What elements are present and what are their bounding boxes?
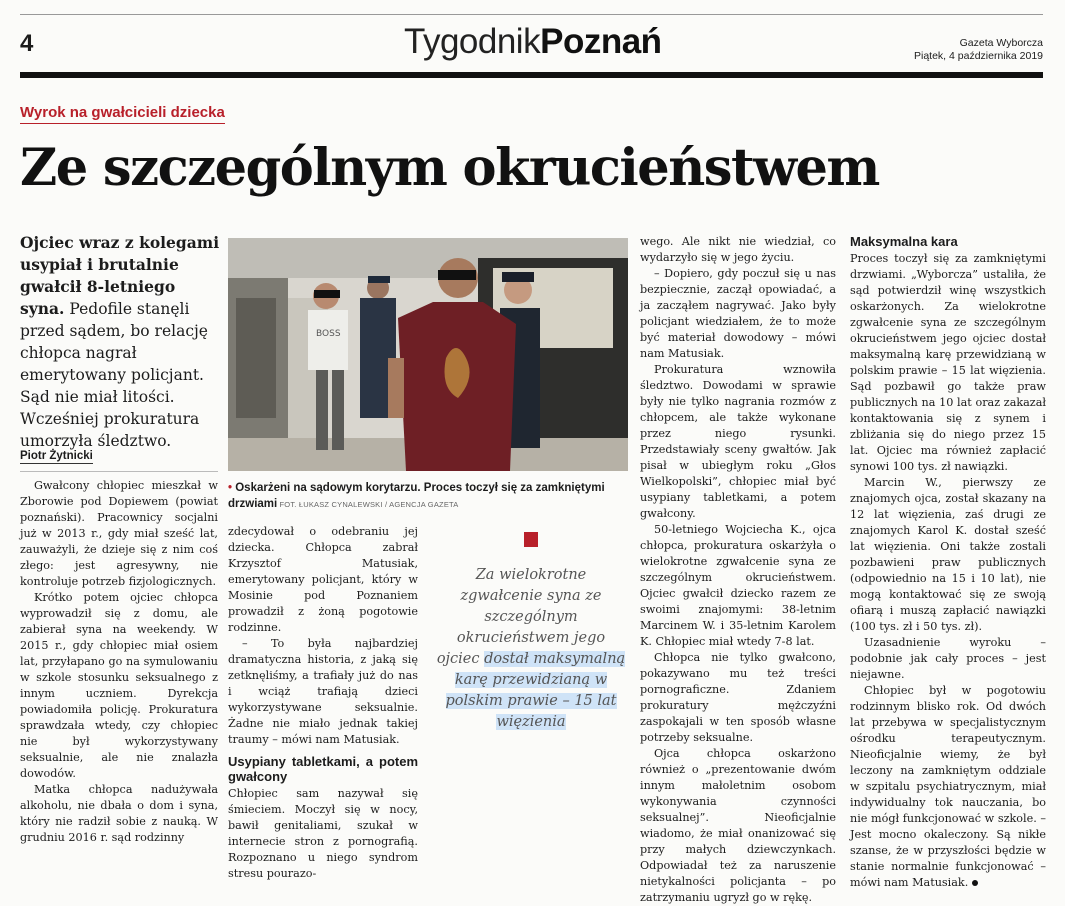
paragraph: Prokuratura wznowiła śledztwo. Dowodami w sprawie były nie tylko nagrania rozmów z chłopcem, ale także wykonane przez niego rysunki. Przedstawiały sceny gwałtów. Jak pisał w ubiegłym roku „Głos Wielkopolski”, chłopiec miał być usypiany tabletkami, a potem gwałcony. — [640, 363, 836, 520]
column-2 — [228, 524, 418, 882]
courtroom-corridor-photo — [228, 238, 628, 471]
paragraph: – Dopiero, gdy poczuł się u nas bezpiecznie, zaczął opowiadać, a ja zacząłem nagrywać. Jako były policjant wiedziałem, że to może być materiał dowodowy – mówi nam Matusiak. — [640, 267, 836, 360]
column-4 — [850, 234, 1046, 891]
article-photo — [228, 238, 628, 471]
paragraph: Gwałcony chłopiec mieszkał w Zborowie pod Dopiewem (powiat poznański). Pracownicy socjalni już w 2013 r., gdy miał sześć lat, zauważyli, że dzieje się z nim coś złego: jest agresywny, nie kontroluje potrzeb fizjologicznych. — [20, 479, 218, 588]
publication-name: Gazeta Wyborcza — [959, 37, 1043, 49]
final-paragraph-text: Chłopiec był w pogotowiu rodzinnym blisko rok. Od dwóch lat przebywa w specjalistycznym ośrodku terapeutycznym. Nieoficjalnie wiemy, że był leczony na zamkniętym oddziale w szpitalu psychiatrycznym, miał indywidualny tok nauczania, bo nie mógł funkcjonować w szkole. – Jest mocno okaleczony. Są nikłe szanse, że w przyszłości będzie w stanie normalnie funkcjonować – mówi nam Matusiak. — [850, 684, 1046, 889]
masthead-bold: Poznań — [540, 22, 662, 61]
paragraph: Krótko potem ojciec chłopca wyprowadził się z domu, ale zabierał syna na weekendy. W 2015 r., gdy chłopiec miał osiem lat, przyłapano go na symulowaniu w szkole stosunku seksualnego z innym uczniem. Dyrekcja powiadomiła policję. Prokuratura sprawdzała wtedy, czy chłopiec nie był wykorzystywany seksualnie, ale nie znalazła dowodów. — [20, 591, 218, 780]
column-3 — [640, 234, 836, 906]
pull-quote-highlight: dostał maksymalną karę przewidzianą w polskim prawie – 15 lat więzienia — [445, 651, 626, 730]
pull-quote — [436, 565, 626, 733]
publication-info — [914, 37, 1043, 63]
subheading-1: Usypiany tabletkami, a potem gwałcony — [228, 754, 418, 784]
lead-bold: Ojciec wraz z kolegami usypiał i brutalnie gwałcił 8-letniego syna. — [20, 233, 220, 318]
paragraph: 50-letniego Wojciecha K., ojca chłopca, prokuratura oskarżyła o wielokrotne zgwałcenie syna ze szczególnym okrucieństwem. Ojciec gwałcił dziecko razem ze swoimi znajomymi: 38-letnim Marcinem W. i 35-letnim Karolem K. Chłopiec miał wtedy 7-8 lat. — [640, 523, 836, 648]
subheading-2: Maksymalna kara — [850, 234, 958, 249]
article-lead — [20, 232, 225, 452]
paragraph: Uzasadnienie wyroku – podobnie jak cały proces – jest niejawne. — [850, 636, 1046, 681]
shirt-text: BOSS — [316, 329, 341, 339]
paragraph: Proces toczył się za zamkniętymi drzwiami. „Wyborcza” ustaliła, że sąd potwierdził winę wszystkich oskarżonych. Za wielokrotne zgwałcenie syna ze szczególnym okrucieństwem jego ojciec dostał maksymalną karę przewidzianą w polskim prawie – 15 lat więzienia. Sąd pozbawił go także praw publicznych na 10 lat oraz zakazał kontaktowania się z synem i zbliżania się do niego przez 15 lat. Ojciec ma również zapłacić synowi 100 tys. zł nawiązki. — [850, 252, 1046, 473]
article-kicker: Wyrok na gwałcicieli dziecka — [20, 104, 225, 124]
author-byline: Piotr Żytnicki — [20, 450, 93, 462]
caption-text: Oskarżeni na sądowym korytarzu. Proces toczył się za zamkniętymi drzwiami — [228, 482, 605, 510]
paragraph: Chłopca nie tylko gwałcono, pokazywano mu też treści pornograficzne. Zdaniem prokuratury mężczyźni zaspokajali w ten sposób własne potrzeby seksualne. — [640, 651, 836, 744]
pull-quote-marker — [524, 532, 538, 547]
end-mark-icon — [972, 880, 978, 886]
paragraph: Chłopiec sam nazywał się śmieciem. Moczył się w nocy, bawił genitaliami, szukał w internecie stron z pornografią. Rozpoznano u niego syndrom stresu pourazo- — [228, 787, 418, 880]
page-number: 4 — [20, 30, 34, 57]
article-headline: Ze szczególnym okrucieństwem — [20, 138, 879, 198]
paragraph: – To była najbardziej dramatyczna historia, z jaką się zetknęliśmy, a trafiały już do nas i wciąż trafiają dzieci wykorzystywane seksualnie. Żadne nie miało jednak takiej traumy – mówi nam Matusiak. — [228, 637, 418, 746]
paragraph: Matka chłopca nadużywała alkoholu, nie dbała o dom i syna, który nie radził sobie z nauką. W grudniu 2016 r. sąd rodzinny — [20, 783, 218, 844]
caption-bullet: • — [228, 482, 233, 494]
masthead-light: Tygodnik — [404, 22, 541, 61]
paragraph: wego. Ale nikt nie wiedział, co wydarzyło się w jego życiu. — [640, 235, 836, 264]
photo-credit: FOT. ŁUKASZ CYNALEWSKI / AGENCJA GAZETA — [277, 500, 459, 509]
publication-date: Piątek, 4 października 2019 — [914, 50, 1043, 62]
pull-quote-text: Za wielokrotne zgwałcenie syna ze szczególnym okrucieństwem jego ojciec — [436, 567, 606, 667]
byline-rule — [20, 471, 218, 472]
masthead-rule — [20, 72, 1043, 78]
paragraph — [850, 683, 1046, 891]
masthead — [404, 22, 662, 62]
paragraph: zdecydował o odebraniu jej dziecka. Chłopca zabrał Krzysztof Matusiak, emerytowany policjant, który w Mosinie pod Poznaniem prowadził z żoną pogotowie rodzinne. — [228, 525, 418, 634]
photo-caption — [228, 480, 628, 513]
paragraph: Marcin W., pierwszy ze znajomych ojca, został skazany na 12 lat więzienia, zaś drugi ze znajomych Karol K. dostał sześć lat więzienia. Oni także zostali pozbawieni praw publicznych (odpowiednio na 15 i 10 lat), nie mogą kontaktować się ze swoją ofiarą i muszą zapłacić nawiązki (100 tys. zł i 50 tys. zł). — [850, 476, 1046, 633]
lead-rest: Pedofile stanęli przed sądem, bo relację chłopca nagrał emerytowany policjant. Sąd nie miał litości. Wcześniej prokuratura umorzyła śledztwo. — [20, 300, 208, 450]
top-rule — [20, 14, 1043, 15]
paragraph: Ojca chłopca oskarżono również o „prezentowanie dwóm innym małoletnim osobom wykonywania czynności seksualnej”. Nieoficjalnie wiadomo, że miał onanizować się przy małych dziewczynkach. Odpowiadał też za naruszenie nietykalności policjanta – po zatrzymaniu ugryzł go w rękę. — [640, 747, 836, 904]
column-1 — [20, 478, 218, 846]
